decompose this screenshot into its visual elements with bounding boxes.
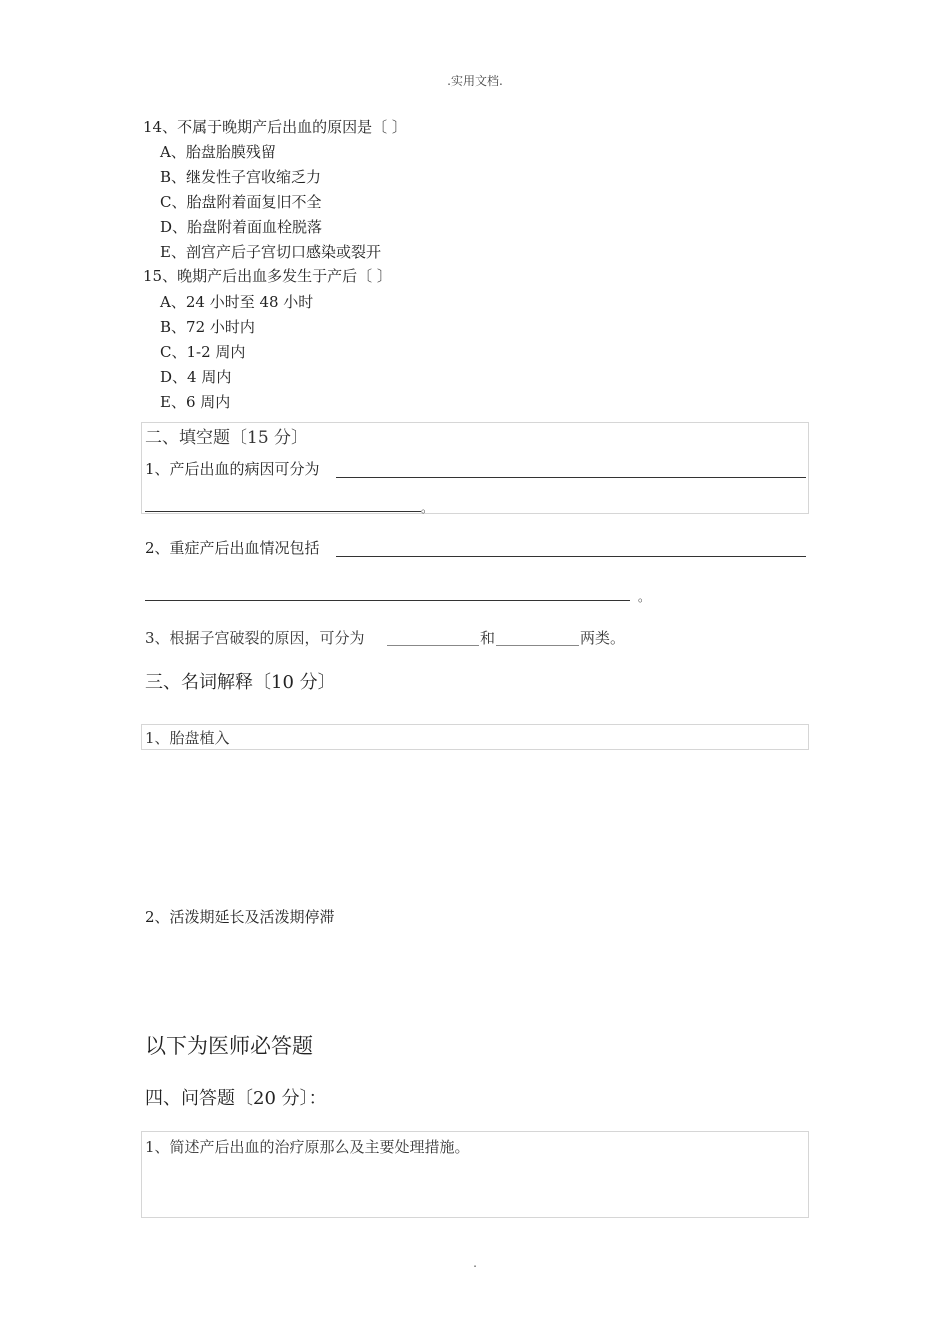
qa-item-1: 1、简述产后出血的治疗原那么及主要处理措施。: [145, 1138, 470, 1156]
page-footer: .: [473, 1256, 477, 1270]
fill-question-3-part-c: 两类。: [580, 629, 626, 647]
term-section-title: 三、名词解释〔10 分〕: [145, 672, 336, 693]
fill-question-1-text: 1、产后出血的病因可分为: [145, 460, 320, 478]
question-14-option-e: E、剖宫产后子宫切口感染或裂开: [160, 243, 381, 261]
page-header: .实用文档.: [447, 74, 503, 88]
question-15-option-e: E、6 周内: [160, 393, 231, 411]
fill-question-1-blank-b[interactable]: [145, 511, 421, 512]
question-15-stem: 15、晚期产后出血多发生于产后〔 〕: [143, 267, 392, 285]
fill-question-2-blank-a[interactable]: [336, 556, 806, 557]
term-item-1-box[interactable]: [141, 724, 809, 750]
fill-question-3-part-a: 3、根据子宫破裂的原因，可分为: [145, 629, 365, 647]
question-15-option-c: C、1-2 周内: [160, 343, 246, 361]
fill-question-1-blank-a[interactable]: [336, 477, 806, 478]
question-14-option-a: A、胎盘胎膜残留: [160, 143, 276, 161]
qa-section-title: 四、问答题〔20 分〕：: [145, 1088, 327, 1109]
fill-question-3-part-b: 和: [480, 629, 496, 647]
question-15-option-a: A、24 小时至 48 小时: [160, 293, 314, 311]
fill-question-2-end: 。: [638, 590, 651, 604]
fill-section-title: 二、填空题〔15 分〕: [145, 428, 309, 448]
term-item-2: 2、活泼期延长及活泼期停滞: [145, 908, 335, 926]
physician-required-note: 以下为医师必答题: [145, 1034, 313, 1058]
question-14-option-c: C、胎盘附着面复旧不全: [160, 193, 322, 211]
question-14-option-d: D、胎盘附着面血栓脱落: [160, 218, 323, 236]
term-item-1: 1、胎盘植入: [145, 729, 230, 747]
fill-question-1-end: 。: [421, 501, 434, 515]
fill-question-2-text: 2、重症产后出血情况包括: [145, 539, 320, 557]
fill-question-3-blank-b[interactable]: [496, 645, 579, 646]
fill-question-2-blank-b[interactable]: [145, 600, 630, 601]
question-14-option-b: B、继发性子宫收缩乏力: [160, 168, 322, 186]
question-14-stem: 14、不属于晚期产后出血的原因是〔 〕: [143, 118, 407, 136]
fill-question-3-blank-a[interactable]: [387, 645, 479, 646]
question-15-option-d: D、4 周内: [160, 368, 232, 386]
question-15-option-b: B、72 小时内: [160, 318, 255, 336]
